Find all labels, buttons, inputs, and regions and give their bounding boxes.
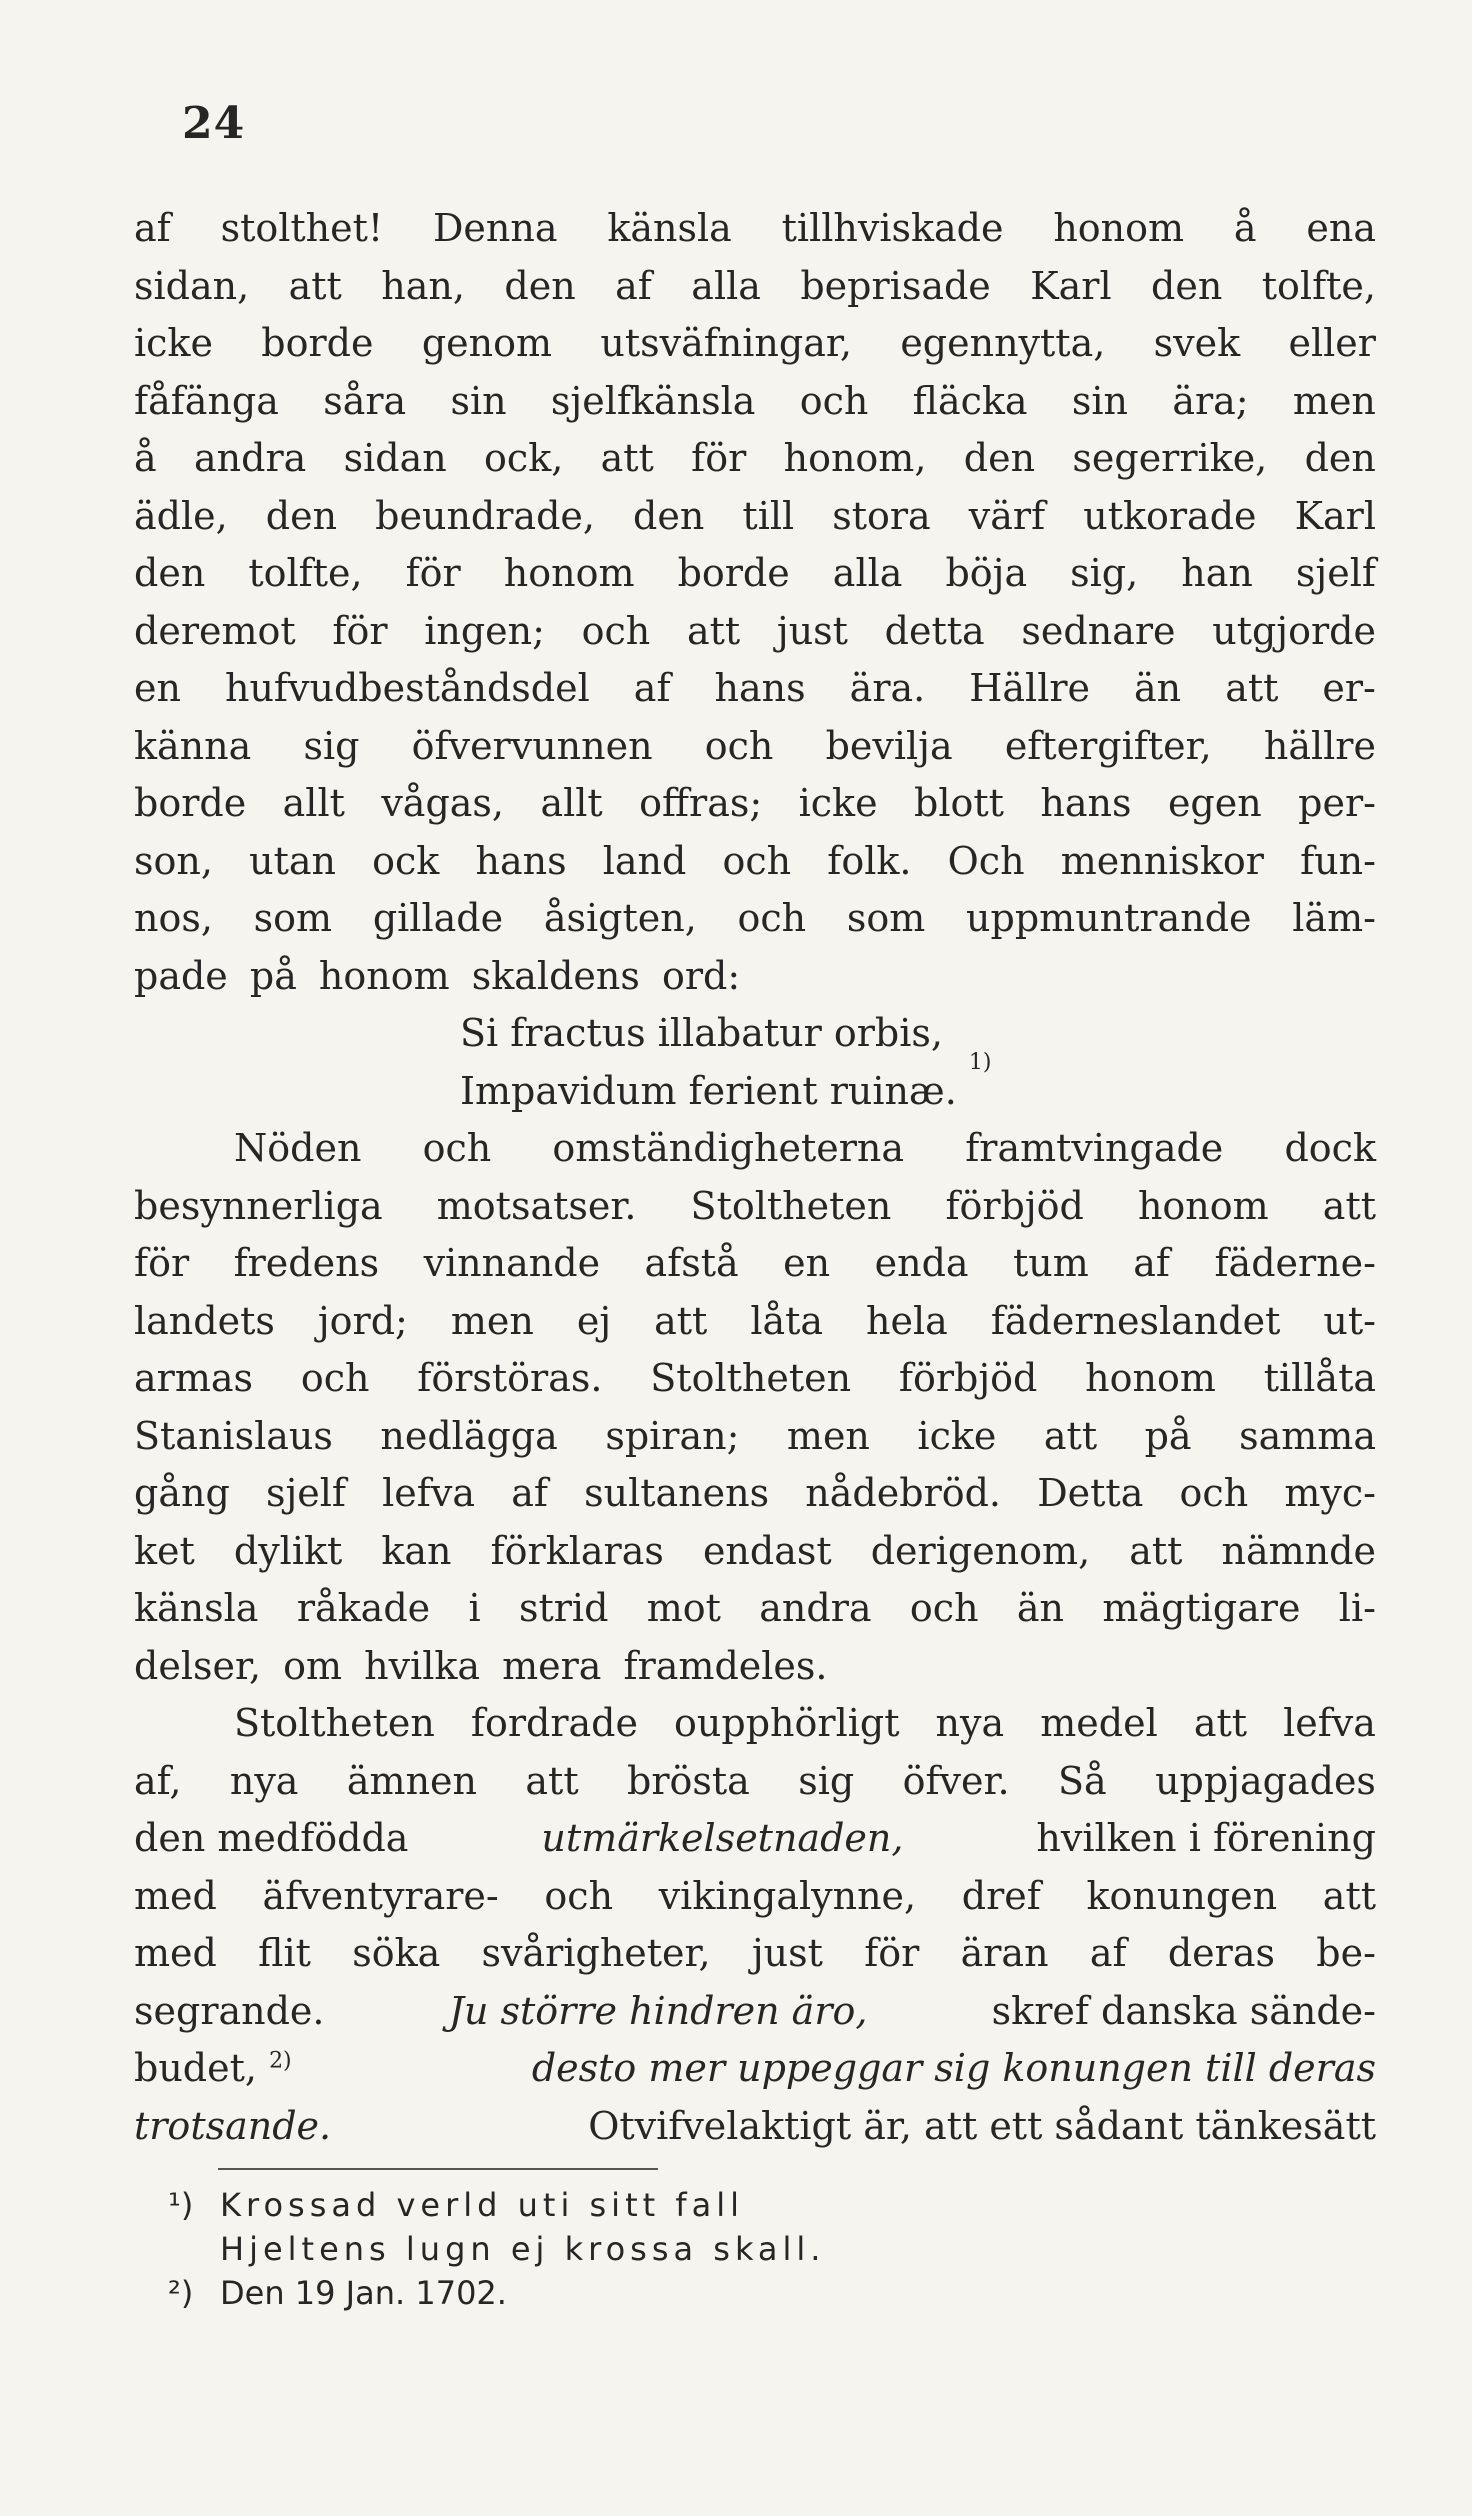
text-line: gång sjelf lefva af sultanens nådebröd. Detta och myc-: [134, 1471, 1376, 1515]
text-line: å andra sidan ock, att för honom, den segerrike, den: [134, 436, 1376, 480]
footnote-divider: [218, 2168, 658, 2170]
emphasis: desto mer uppeggar sig konungen till deras: [531, 2046, 1376, 2090]
footnote-2: ²) Den 19 Jan. 1702.: [168, 2271, 825, 2315]
text-line: ädle, den beundrade, den till stora värf utkorade Karl: [134, 493, 1376, 538]
text-line: delser, om hvilka mera framdeles.: [134, 1643, 828, 1688]
footnote-marker: ¹): [168, 2186, 194, 2224]
text-line: sidan, att han, den af alla beprisade Karl den tolfte,: [134, 263, 1376, 308]
footnote-ref: 2): [269, 2048, 292, 2074]
emphasis: utmärkelsetnaden,: [541, 1816, 904, 1860]
body-text: [134, 200, 1376, 2155]
text-line: Stanislaus nedlägga spiran; men icke att på samma: [134, 1413, 1376, 1458]
text-line: icke borde genom utsväfningar, egennytta, svek eller: [134, 321, 1376, 365]
footnote-1: ¹) Krossad verld uti sitt fall: [168, 2183, 825, 2227]
emphasis: Ju större hindren äro,: [448, 1988, 868, 2033]
text-line: för fredens vinnande afstå en enda tum af fäderne-: [134, 1241, 1376, 1285]
text-line: Stoltheten fordrade oupphörligt nya medel att lefva: [234, 1701, 1376, 1745]
text-line: armas och förstöras. Stoltheten förbjöd honom tillåta: [134, 1356, 1376, 1400]
emphasis: trotsande.: [134, 2103, 332, 2148]
text-line: känsla råkade i strid mot andra och än mägtigare li-: [134, 1586, 1376, 1630]
text-line: en hufvudbeståndsdel af hans ära. Hällre än att er-: [134, 666, 1376, 710]
text-line: segrande. Ju större hindren äro, skref danska sände-: [134, 1988, 1376, 2033]
footnote-ref: 1): [968, 1049, 992, 1075]
text-line: pade på honom skaldens ord:: [134, 953, 741, 998]
text-line: af, nya ämnen att brösta sig öfver. Så uppjagades: [134, 1758, 1376, 1803]
text-line: deremot för ingen; och att just detta sednare utgjorde: [134, 608, 1376, 653]
text-line: ket dylikt kan förklaras endast derigenom, att nämnde: [134, 1528, 1376, 1573]
text-line: med flit söka svårigheter, just för äran af deras be-: [134, 1931, 1376, 1975]
text-line: den tolfte, för honom borde alla böja sig, han sjelf: [134, 551, 1376, 595]
text-line: af stolthet! Denna känsla tillhviskade honom å ena: [134, 206, 1376, 250]
text-line: trotsande. Otvifvelaktigt är, att ett sådant tänkesätt: [134, 2103, 1376, 2148]
text-line: budet, $^{2)}$ desto mer uppeggar sig konungen till deras: [134, 2046, 1376, 2090]
text-line: borde allt vågas, allt offras; icke blott hans egen per-: [134, 781, 1376, 825]
text-line: nos, som gillade åsigten, och som uppmuntrande läm-: [134, 896, 1376, 940]
text-line: den medfödda utmärkelsetnaden, hvilken i förening: [134, 1816, 1376, 1860]
text-line: fåfänga såra sin sjelfkänsla och fläcka sin ära; men: [134, 378, 1376, 423]
text-line: landets jord; men ej att låta hela fäderneslandet ut-: [134, 1298, 1376, 1343]
text-line: känna sig öfvervunnen och bevilja eftergifter, hällre: [134, 723, 1376, 768]
verse-line: Si fractus illabatur orbis,: [460, 1011, 943, 1055]
verse-line: Impavidum ferient ruinæ. 1): [134, 1063, 1376, 1121]
footnote-marker: ²): [168, 2274, 194, 2312]
text-line: Nöden och omständigheterna framtvingade dock: [234, 1126, 1376, 1170]
text-line: med äfventyrare- och vikingalynne, dref konungen att: [134, 1873, 1376, 1918]
text-line: son, utan ock hans land och folk. Och menniskor fun-: [134, 838, 1376, 883]
text-line: besynnerliga motsatser. Stoltheten förbjöd honom att: [134, 1183, 1376, 1228]
footnote-1-continued: Hjeltens lugn ej krossa skall.: [220, 2230, 826, 2268]
footnotes: [168, 2183, 825, 2315]
page-number: 24: [182, 98, 246, 149]
